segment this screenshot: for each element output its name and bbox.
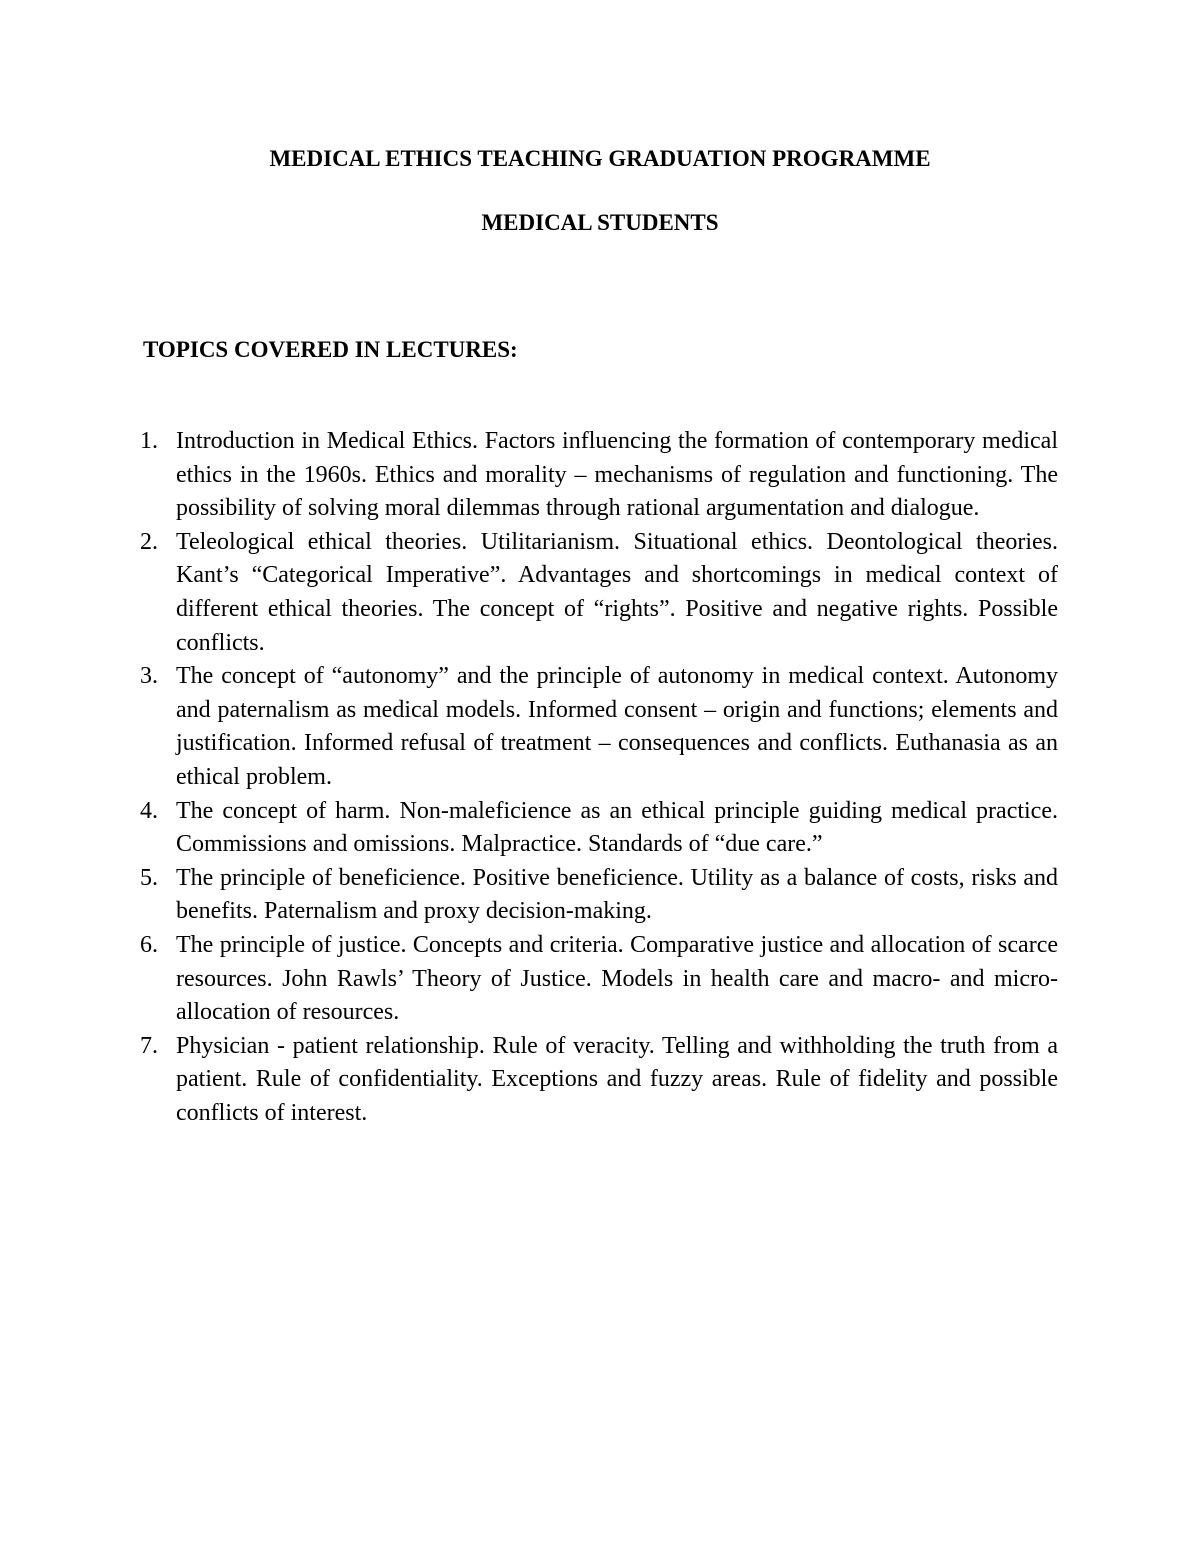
list-item [140,425,1058,526]
list-item-text: Teleological ethical theories. Utilitarianism. Situational ethics. Deontological theories. Kant’s “Categorical Imperative”. Advantages and shortcomings in medical context of different ethical theories. The concept of “rights”. Positive and negative rights. Possible conflicts. [176,528,1058,656]
list-item-text: The principle of justice. Concepts and criteria. Comparative justice and allocation of scarce resources. John Rawls’ Theory of Justice. Models in health care and macro- and micro-allocation of resources. [176,931,1058,1026]
list-item [140,660,1058,794]
list-item-number: 7. [140,1032,158,1059]
list-item-number: 1. [140,428,158,454]
list-item [140,929,1058,1030]
list-item [140,795,1058,862]
topics-list [140,425,1058,1130]
list-item-number: 5. [140,864,158,891]
list-item [140,862,1058,929]
list-item [140,1030,1058,1131]
list-item-number: 2. [140,528,158,555]
document-title: MEDICAL ETHICS TEACHING GRADUATION PROGRAMME [269,146,931,171]
document-subtitle: MEDICAL STUDENTS [481,210,719,235]
list-item-number: 3. [140,663,158,690]
list-item [140,526,1058,660]
list-item-text: Introduction in Medical Ethics. Factors influencing the formation of contemporary medical ethics in the 1960s. Ethics and morality – mechanisms of regulation and functioning. The possibility of solving moral dilemmas through rational argumentation and dialogue. [176,428,1058,522]
list-item-text: The concept of “autonomy” and the principle of autonomy in medical context. Autonomy and paternalism as medical models. Informed consent – origin and functions; elements and justification. Informed refusal of treatment – consequences and conflicts. Euthanasia as an ethical problem. [176,663,1058,790]
list-item-text: The concept of harm. Non-maleficience as an ethical principle guiding medical practice. Commissions and omissions. Malpractice. Standards of “due care.” [176,797,1058,858]
list-item-text: Physician - patient relationship. Rule of veracity. Telling and withholding the truth from a patient. Rule of confidentiality. Exceptions and fuzzy areas. Rule of fidelity and possible conflicts of interest. [176,1032,1058,1126]
list-item-number: 6. [140,931,158,958]
list-item-text: The principle of beneficience. Positive beneficience. Utility as a balance of costs, risks and benefits. Paternalism and proxy decision-making. [176,864,1058,925]
section-heading: TOPICS COVERED IN LECTURES: [143,337,518,362]
list-item-number: 4. [140,797,158,824]
